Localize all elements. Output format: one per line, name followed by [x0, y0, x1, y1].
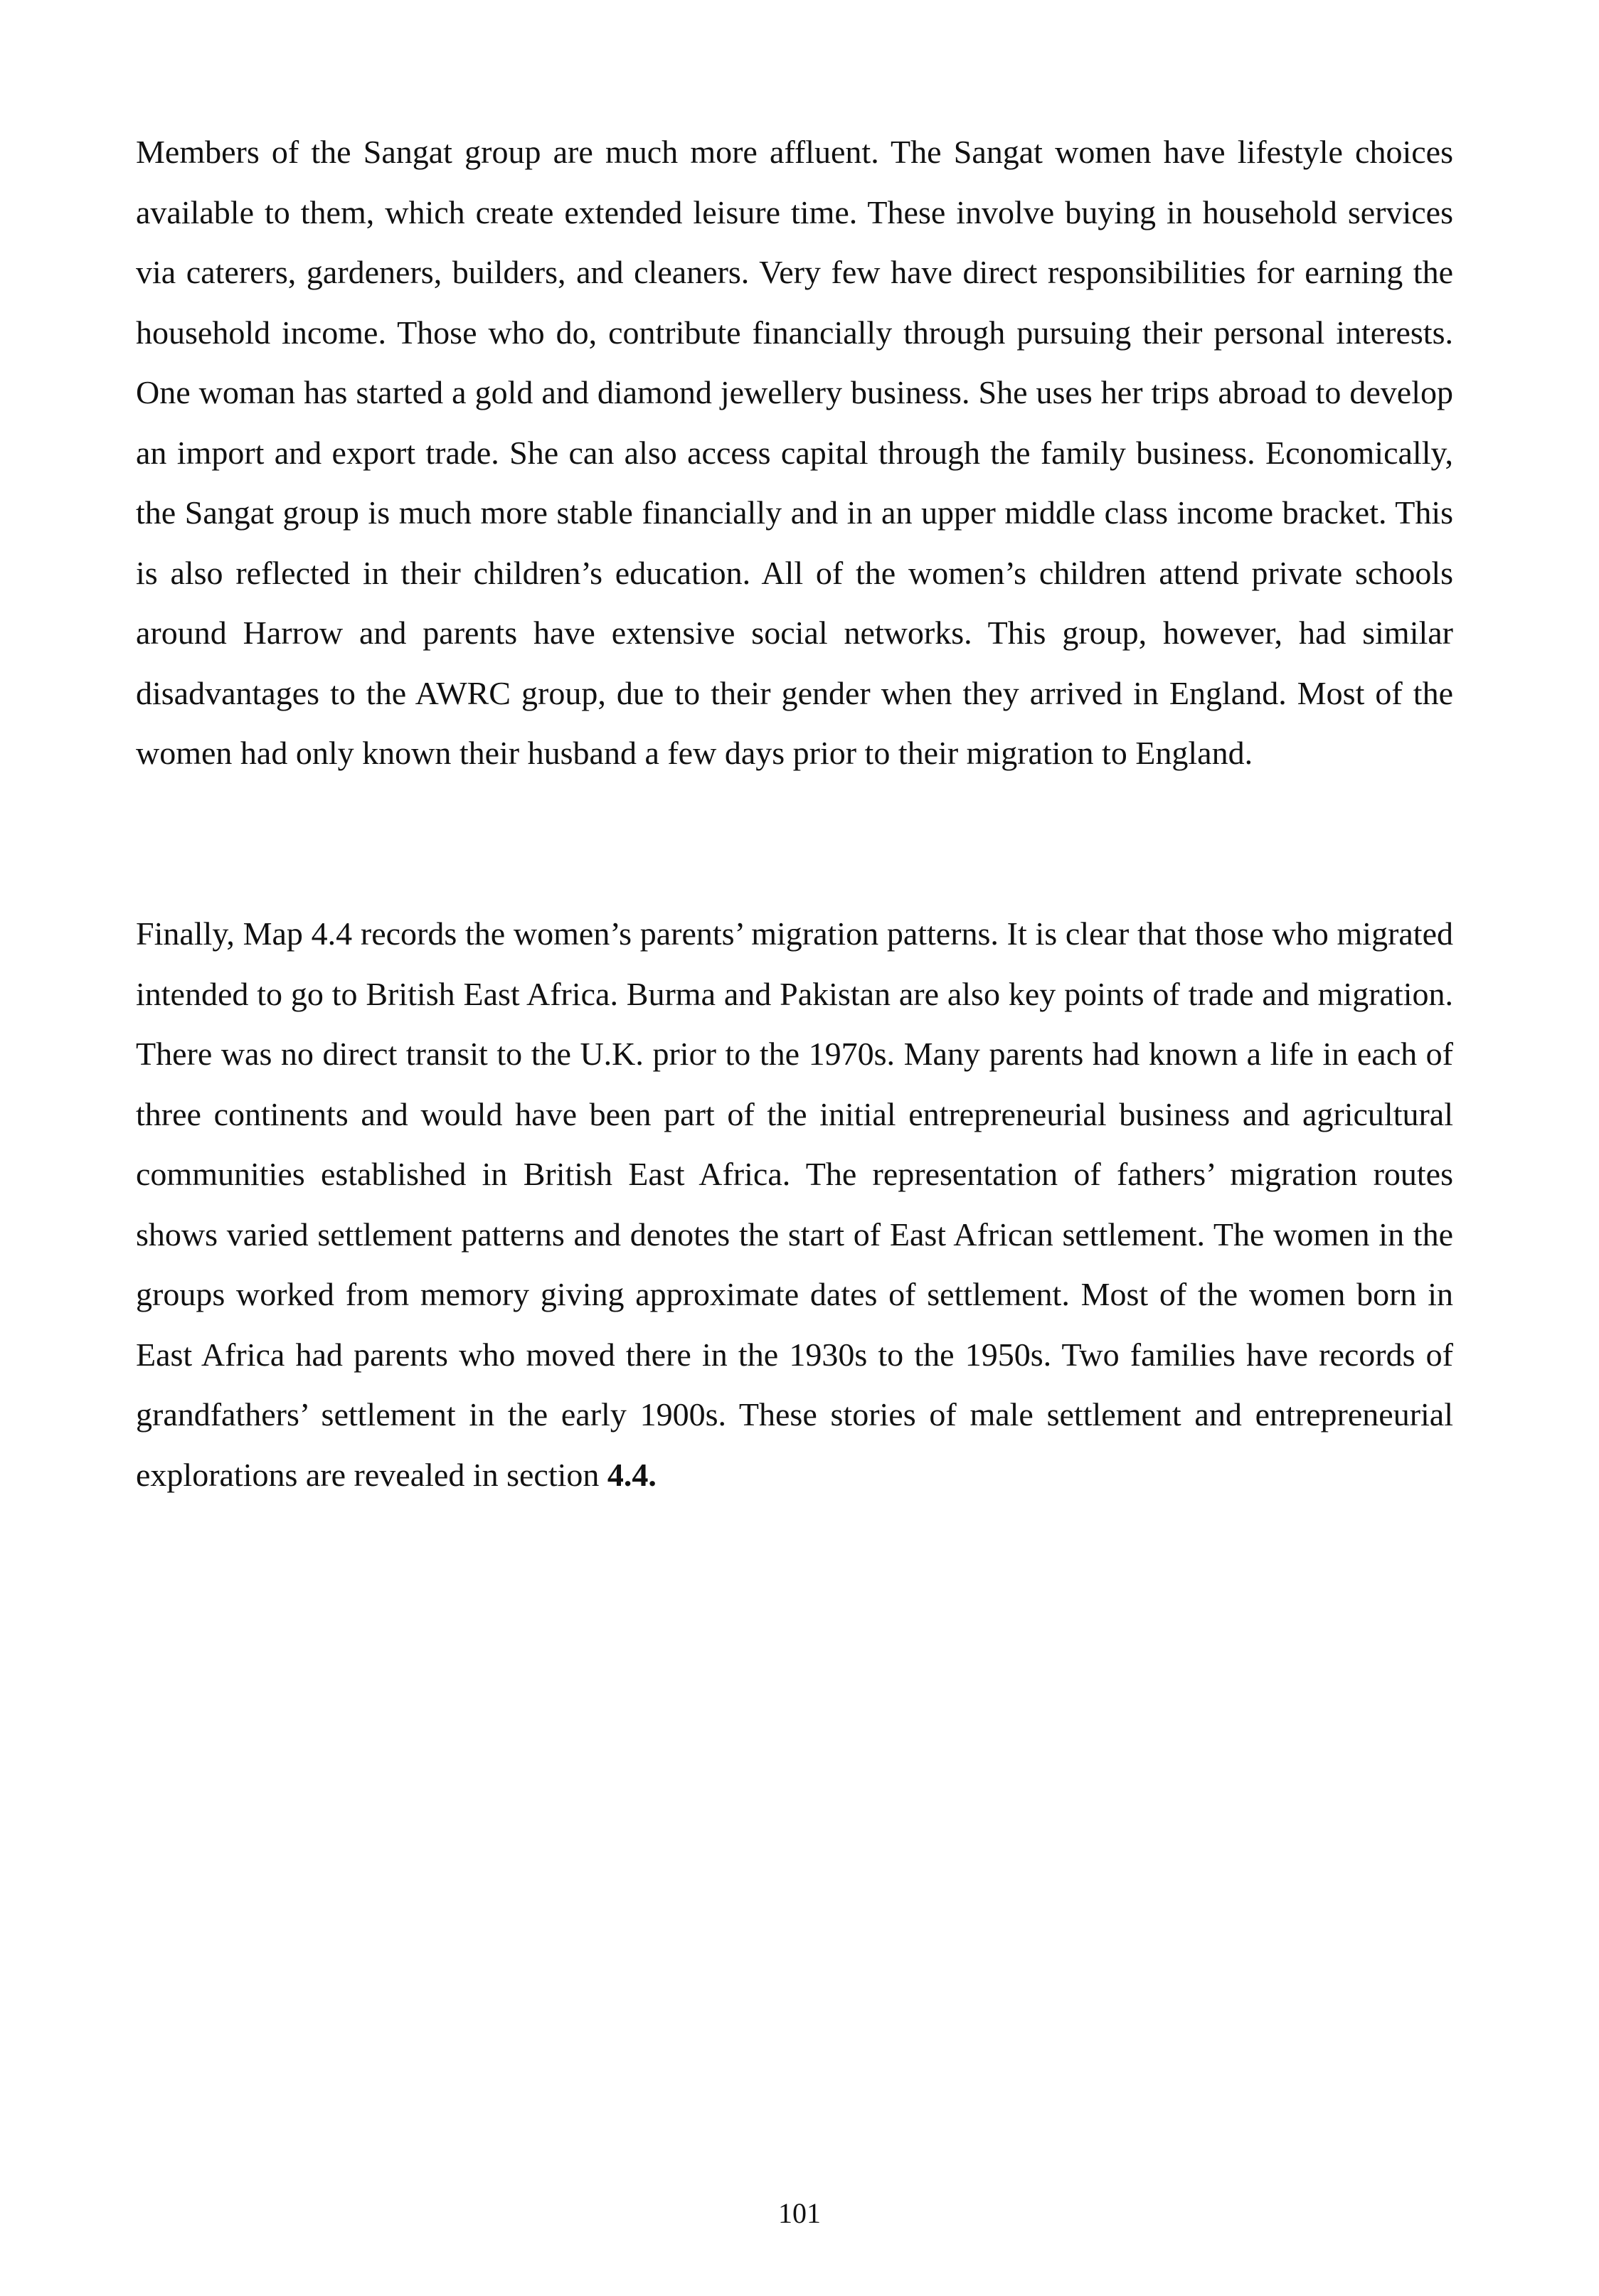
- paragraph-migration-patterns: [136, 904, 1453, 1505]
- section-reference: 4.4.: [607, 1456, 657, 1493]
- paragraph-sangat-group: Members of the Sangat group are much more affluent. The Sangat women have lifestyle choices available to them, which create extended leisure time. These involve buying in household services via caterers, gardeners, builders, and cleaners. Very few have direct responsibilities for earning the household income. Those who do, contribute financially through pursuing their personal interests. One woman has started a gold and diamond jewellery business. She uses her trips abroad to develop an import and export trade. She can also access capital through the family business. Economically, the Sangat group is much more stable financially and in an upper middle class income bracket. This is also reflected in their children’s education. All of the women’s children attend private schools around Harrow and parents have extensive social networks. This group, however, had similar disadvantages to the AWRC group, due to their gender when they arrived in England. Most of the women had only known their husband a few days prior to their migration to England.: [136, 134, 1453, 771]
- paragraph-migration-text: Finally, Map 4.4 records the women’s parents’ migration patterns. It is clear that those who migrated intended to go to British East Africa. Burma and Pakistan are also key points of trade and migration. There was no direct transit to the U.K. prior to the 1970s. Many parents had known a life in each of three continents and would have been part of the initial entrepreneurial business and agricultural communities established in British East Africa. The representation of fathers’ migration routes shows varied settlement patterns and denotes the start of East African settlement. The women in the groups worked from memory giving approximate dates of settlement. Most of the women born in East Africa had parents who moved there in the 1930s to the 1950s. Two families have records of grandfathers’ settlement in the early 1900s. These stories of male settlement and entrepreneurial explorations are revealed in section: [136, 915, 1453, 1493]
- page-number: 101: [778, 2197, 821, 2229]
